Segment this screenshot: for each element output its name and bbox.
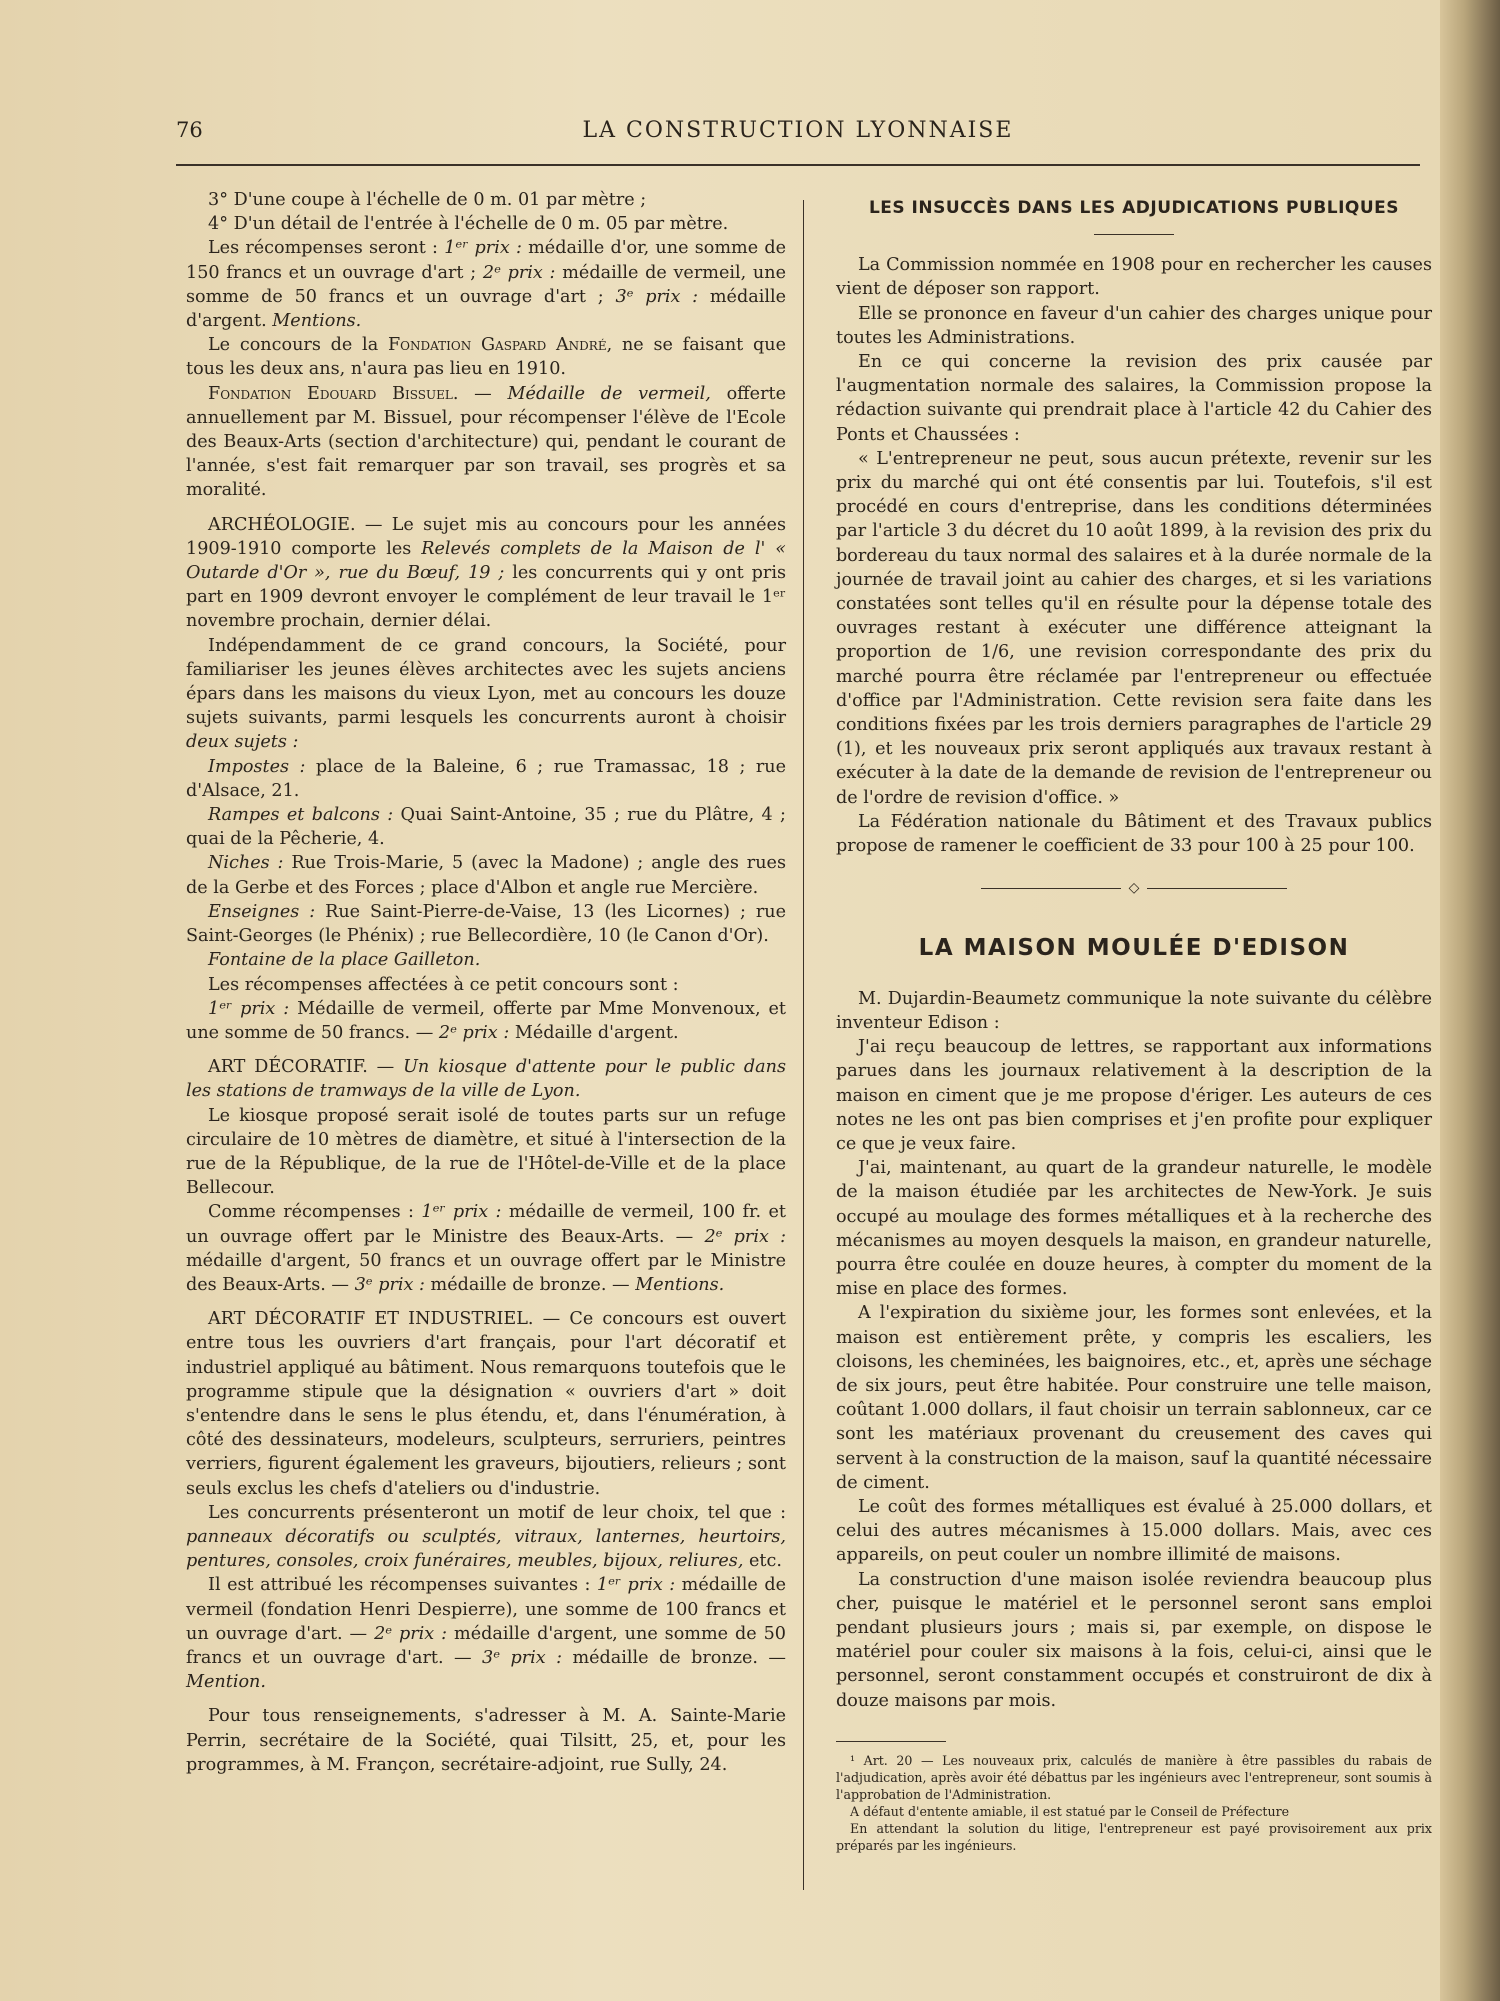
footnote <box>836 1752 1432 1854</box>
page-number: 76 <box>176 118 203 142</box>
paragraph: En ce qui concerne la revision des prix causée par l'augmentation normale des salaires, la Commission propose la rédaction suivante qui prendrait place à l'article 42 du Cahier des Ponts et Chaussées : <box>836 352 1432 445</box>
paragraph-art-decoratif: ART DÉCORATIF. — Un kiosque d'attente pour le public dans les stations de tramways de la ville de Lyon. <box>186 1057 786 1102</box>
running-title: LA CONSTRUCTION LYONNAISE <box>582 118 1014 143</box>
paragraph: M. Dujardin-Beaumetz communique la note suivante du célèbre inventeur Edison : <box>836 988 1432 1033</box>
paragraph: Le kiosque proposé serait isolé de toutes parts sur un refuge circulaire de 10 mètres de diamètre, et situé à l'intersection de la rue de la République, de la rue de l'Hôtel-de-Ville et de la place Bellecour. <box>186 1105 786 1199</box>
paragraph: J'ai, maintenant, au quart de la grandeur naturelle, le modèle de la maison étudiée par les architectes de New-York. Je suis occupé au moulage des formes métalliques et à la recherche des mécanismes au moyen desquels la maison, en grandeur naturelle, pourra être coulée en douze heures, à compter du moment de la mise en place des formes. <box>836 1158 1432 1300</box>
right-column <box>836 188 1432 1854</box>
footnote-text: A défaut d'entente amiable, il est statué par le Conseil de Préfecture <box>850 1803 1290 1819</box>
paragraph-art-industriel: ART DÉCORATIF ET INDUSTRIEL. — Ce concours est ouvert entre tous les ouvriers d'art français, pour l'art décoratif et industriel appliqué au bâtiment. Nous remarquons toutefois que le programme stipule que la désignation « ouvriers d'art » doit s'entendre dans le sens le plus étendu, et, dans l'énumération, à côté des dessinateurs, modeleurs, sculpteurs, serruriers, peintres verriers, figurent également les graveurs, bijoutiers, relieurs ; sont seuls exclus les chefs d'ateliers ou d'industrie. <box>186 1309 786 1499</box>
header <box>176 118 1420 158</box>
paragraph-motif: Les concurrents présenteront un motif de leur choix, tel que : panneaux décoratifs ou sculptés, vitraux, lanternes, heurtoirs, pentures, consoles, croix funéraires, meubles, bijoux, reliures, etc. <box>186 1502 786 1572</box>
paragraph: A l'expiration du sixième jour, les formes sont enlevées, et la maison est entièrement prête, y compris les escaliers, les cloisons, les cheminées, les baignoires, etc., et, après une séchage de six jours, peut être habitée. Pour construire une telle maison, coûtant 1.000 dollars, il faut choisir un terrain sablonneux, car ce sont les matériaux provenant du creusement des caves qui servent à la construction de la maison, sauf la quantité nécessaire de ciment. <box>836 1303 1432 1493</box>
paragraph: Les récompenses affectées à ce petit concours sont : <box>208 974 679 995</box>
paragraph: La construction d'une maison isolée reviendra beaucoup plus cher, puisque le matériel et le personnel seront sans emploi pendant plusieurs jours ; mais si, par exemple, on dispose le matériel pour couler six maisons à la fois, celui-ci, ainsi que le personnel, seront constamment occupés et construiront de dix à douze maisons par mois. <box>836 1569 1432 1711</box>
paragraph-prix: 1ᵉʳ prix : Médaille de vermeil, offerte par Mme Monvenoux, et une somme de 50 francs. — 2ᵉ prix : Médaille d'argent. <box>186 998 786 1043</box>
item-enseignes: Enseignes : Rue Saint-Pierre-de-Vaise, 13 (les Licornes) ; rue Saint-Georges (le Phénix) ; rue Bellecordière, 10 (le Canon d'Or). <box>186 901 786 947</box>
column-divider <box>803 200 804 1890</box>
item-fontaine: Fontaine de la place Gailleton. <box>208 950 481 971</box>
paragraph: Elle se prononce en faveur d'un cahier des charges unique pour toutes les Administrations. <box>836 303 1432 348</box>
title-rule <box>1094 234 1174 235</box>
item-rampes: Rampes et balcons : Quai Saint-Antoine, 35 ; rue du Plâtre, 4 ; quai de la Pêcherie, 4. <box>186 805 786 850</box>
paragraph: La Fédération nationale du Bâtiment et des Travaux publics propose de ramener le coefficient de 33 pour 100 à 25 pour 100. <box>836 811 1432 857</box>
paragraph: La Commission nommée en 1908 pour en rechercher les causes vient de déposer son rapport. <box>836 255 1432 300</box>
paragraph-recompenses: Les récompenses seront : 1ᵉʳ prix : médaille d'or, une somme de 150 francs et un ouvrage d'art ; 2ᵉ prix : médaille de vermeil, une somme de 50 francs et un ouvrage d'art ; 3ᵉ prix : médaille d'argent. Mentions. <box>186 238 787 332</box>
item-impostes: Impostes : place de la Baleine, 6 ; rue Tramassac, 18 ; rue d'Alsace, 21. <box>186 756 786 801</box>
paragraph-quote: « L'entrepreneur ne peut, sous aucun prétexte, revenir sur les prix du marché qui ont été consentis par lui. Toutefois, s'il est procédé en cours d'entreprise, dans les conditions déterminées par l'article 3 du décret du 10 août 1899, à la revision des prix du bordereau du taux normal des salaires et à la durée normale de la journée de travail joint au cahier des charges, et si les variations constatées sont telles qu'il en résulte pour la dépense totale des ouvrages restant à exécuter une différence atteignant la proportion de 1/6, une revision correspondante des prix du marché pourra être réclamée par l'entrepreneur ou effectuée d'office par l'Administration. Cette revision sera faite dans les conditions fixées par les trois derniers paragraphes de l'article 29 (1), et les nouveaux prix seront appliqués aux travaux restant à exécuter à la date de la demande de revision de l'entrepreneur ou de l'ordre de revision d'office. » <box>836 448 1432 808</box>
paragraph-archeologie: ARCHÉOLOGIE. — Le sujet mis au concours pour les années 1909-1910 comporte les Relevés complets de la Maison de l' « Outarde d'Or », rue du Bœuf, 19 ; les concurrents qui y ont pris part en 1909 devront envoyer le complément de leur travail le 1ᵉʳ novembre prochain, dernier délai. <box>186 514 787 632</box>
paragraph: 4° D'un détail de l'entrée à l'échelle de 0 m. 05 par mètre. <box>208 214 729 235</box>
paragraph-independamment: Indépendamment de ce grand concours, la Société, pour familiariser les jeunes élèves architectes avec les sujets anciens épars dans les maisons du vieux Lyon, met au concours les douze sujets suivants, parmi lesquels les concurrents auront à choisir deux sujets : <box>186 635 786 753</box>
footnote-text: En attendant la solution du litige, l'entrepreneur est payé provisoirement aux prix préparés par les ingénieurs. <box>836 1820 1432 1853</box>
section-ornament <box>836 876 1432 900</box>
footnote-text: ¹ Art. 20 — Les nouveaux prix, calculés de manière à être passibles du rabais de l'adjudication, après avoir été débattus par les ingénieurs avec l'entrepreneur, sont soumis à l'approbation de l'Administration. <box>836 1752 1432 1802</box>
section-title: LES INSUCCÈS DANS LES ADJUDICATIONS PUBLIQUES <box>868 198 1400 218</box>
paragraph-prix: Il est attribué les récompenses suivantes : 1ᵉʳ prix : médaille de vermeil (fondation Henri Despierre), une somme de 100 francs et un ouvrage d'art. — 2ᵉ prix : médaille d'argent, une somme de 50 francs et un ouvrage d'art. — 3ᵉ prix : médaille de bronze. — Mention. <box>186 1575 787 1693</box>
footnote-rule <box>836 1741 946 1742</box>
paragraph-renseignements: Pour tous renseignements, s'adresser à M. A. Sainte-Marie Perrin, secrétaire de la Société, quai Tilsitt, 25, et, pour les programmes, à M. Françon, secrétaire-adjoint, rue Sully, 24. <box>186 1706 786 1775</box>
paragraph-gaspard: Le concours de la Fondation Gaspard André, ne se faisant que tous les deux ans, n'aura pas lieu en 1910. <box>186 335 787 380</box>
article-title: LA MAISON MOULÉE D'EDISON <box>918 935 1350 962</box>
paragraph-bissuel: Fondation Edouard Bissuel. — Médaille de vermeil, offerte annuellement par M. Bissuel, pour récompenser l'élève de l'Ecole des Beaux-Arts (section d'architecture) qui, pendant le courant de l'année, s'est fait remarquer par son travail, ses progrès et sa moralité. <box>186 383 786 501</box>
paragraph: 3° D'une coupe à l'échelle de 0 m. 01 par mètre ; <box>208 190 647 210</box>
paragraph: Le coût des formes métalliques est évalué à 25.000 dollars, et celui des autres mécanismes à 15.000 dollars. Mais, avec ces appareils, on peut couler un nombre illimité de maisons. <box>836 1496 1432 1566</box>
header-rule <box>176 164 1420 166</box>
page-edge <box>1440 0 1500 2001</box>
paragraph-prix: Comme récompenses : 1ᵉʳ prix : médaille de vermeil, 100 fr. et un ouvrage offert par le Ministre des Beaux-Arts. — 2ᵉ prix : médaille d'argent, 50 francs et un ouvrage offert par le Ministre des Beaux-Arts. — 3ᵉ prix : médaille de bronze. — Mentions. <box>186 1202 787 1295</box>
diamond-icon: ◇ <box>1128 880 1140 897</box>
item-niches: Niches : Rue Trois-Marie, 5 (avec la Madone) ; angle des rues de la Gerbe et des Forces ; place d'Albon et angle rue Mercière. <box>186 853 786 898</box>
left-column <box>186 188 786 1777</box>
paragraph: J'ai reçu beaucoup de lettres, se rapportant aux informations parues dans les journaux relativement à la description de la maison en ciment que je me propose d'ériger. Les auteurs de ces notes ne les ont pas bien comprises et j'en profite pour expliquer ce que je veux faire. <box>836 1037 1432 1154</box>
